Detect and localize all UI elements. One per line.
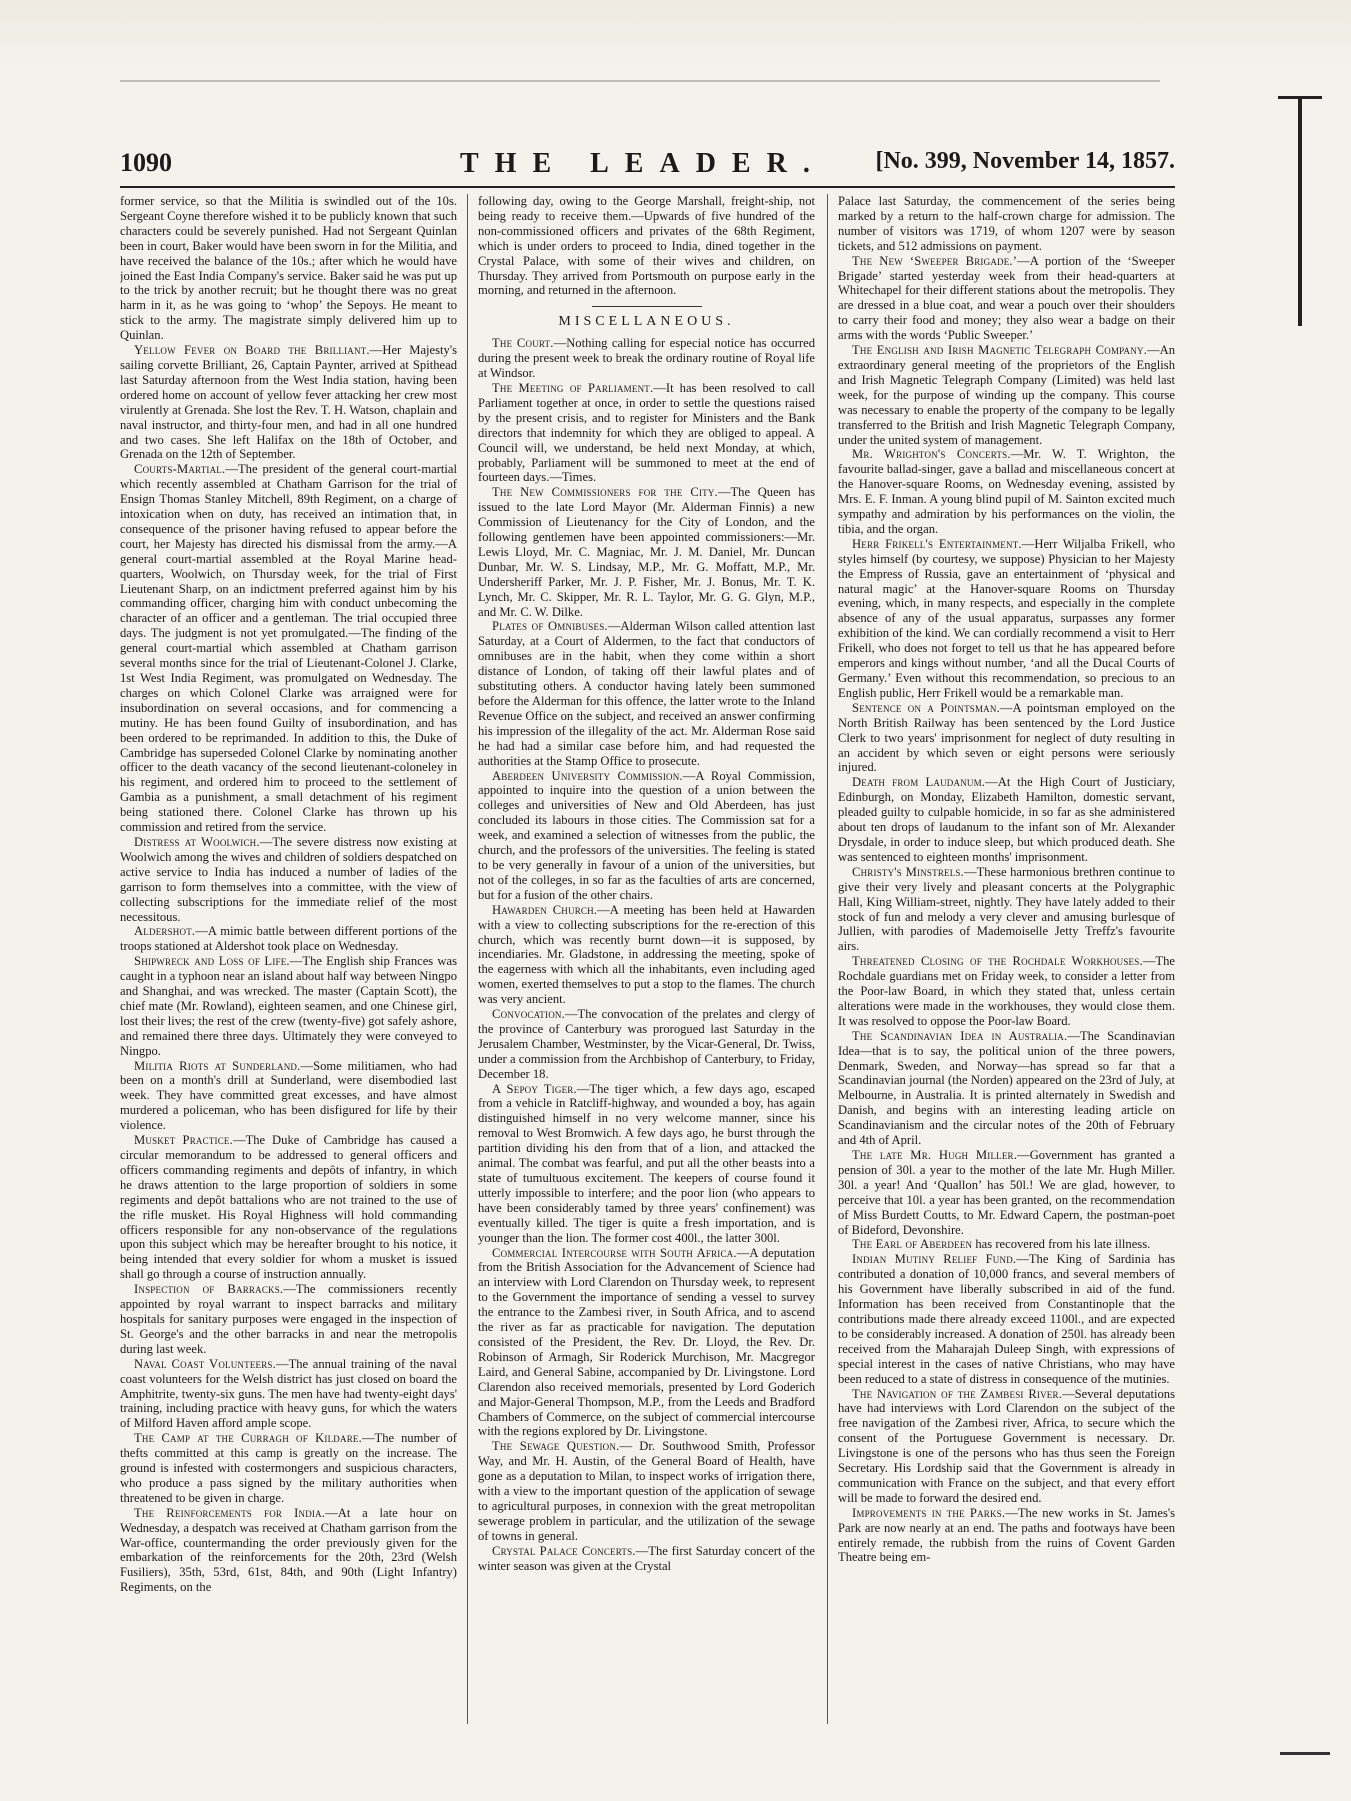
issue-line: [No. 399, November 14, 1857.: [875, 148, 1175, 174]
page-number: 1090: [120, 148, 172, 177]
article-text: —The King of Sardinia has contributed a donation of 10,000 francs, and several members of his Government have liberally subscribed in aid of the fund. Information has been received from Constantinople that the contributions made there already exceed 1100l., and are expected to be considerably increased. A donation of 250l. has already been received from the Maharajah Duleep Singh, with expressions of special interest in the cases of native Christians, who may have been reduced to a state of distress in consequence of the mutinies.: [838, 1252, 1175, 1386]
corner-mark: [1280, 1752, 1330, 1755]
article-heading: Yellow Fever on Board the Brilliant.: [134, 343, 370, 358]
article-paragraph: [838, 701, 1175, 776]
article-text: has recovered from his late illness.: [972, 1237, 1151, 1252]
article-text: —Several deputations have had interviews with Lord Clarendon on the subject of the free navigation of the Zambesi river, Africa, to secure which the consent of the Portuguese Government is necessary. Dr. Livingstone is one of the persons who has thus seen the Foreign Secretary. His Lordship said that the Government is already in communication with France on the subject, and that every effort will be made to forward the desired end.: [838, 1386, 1175, 1505]
article-paragraph: [838, 1237, 1175, 1252]
article-heading: Shipwreck and Loss of Life.: [134, 954, 290, 969]
article-heading: The Court.: [492, 336, 554, 351]
article-heading: The Navigation of the Zambesi River.: [852, 1386, 1063, 1401]
article-heading: Courts-Martial.: [134, 462, 226, 477]
column-3: [838, 194, 1175, 1724]
article-text: Palace last Saturday, the commencement of the series being marked by a return to the half-crown charge for admission. The number of visitors was 1719, of whom 1207 were by season tickets, and 512 admissions on payment.: [838, 194, 1175, 253]
article-paragraph: [838, 194, 1175, 254]
article-paragraph: [120, 194, 457, 343]
article-paragraph: [120, 1357, 457, 1432]
article-text: —At a late hour on Wednesday, a despatch was received at Chatham garrison from the War-office, countermanding the order previously given for the embarkation of the reinforcements for the 20th, 23rd (Welsh Fusiliers), 35th, 53rd, 61st, 84th, and 90th (Light Infantry) Regiments, on the: [120, 1505, 457, 1595]
article-heading: Christy's Minstrels.: [852, 864, 964, 879]
article-text: —The Rochdale guardians met on Friday week, to consider a letter from the Poor-law Board, in which they stated that, unless certain alterations were made in the workhouses, they would close them. It was resolved to oppose the Poor-law Board.: [838, 954, 1175, 1028]
article-paragraph: [478, 1007, 815, 1082]
article-paragraph: [120, 1282, 457, 1357]
article-paragraph: [120, 924, 457, 954]
article-text: —At the High Court of Justiciary, Edinburgh, on Monday, Elizabeth Hamilton, domestic servant, pleaded guilty to culpable homicide, in so far as she administered about ten drops of laudanum to the infant son of Mr. Alexander Drysdale, in order to induce sleep, but which produced death. She was sentenced to eighteen months' imprisonment.: [838, 775, 1175, 864]
masthead: THE LEADER.: [460, 148, 826, 179]
article-heading: Commercial Intercourse with South Africa.: [492, 1245, 737, 1260]
article-heading: Aberdeen University Commission.: [492, 768, 683, 783]
article-text: —It has been resolved to call Parliament together at once, in order to settle the questions raised by the present crisis, and to register for Ministers and the Bank directors that indemnity for which they are obliged to appeal. A Council will, we understand, be held next Monday, at which, probably, Parliament will be summoned to meet at the end of fourteen days.—Times.: [478, 380, 815, 485]
article-heading: The New Commissioners for the City.: [492, 485, 718, 500]
article-text: —Some militiamen, who had been on a month's drill at Sunderland, were disembodied last week. They have committed great excesses, and have almost murdered a policeman, who has been disfigured for life by their violence.: [120, 1058, 457, 1133]
article-text: —The annual training of the naval coast volunteers for the Welsh district has just closed on board the Amphitrite, twenty-six guns. The men have had twenty-eight days' training, including practice with heavy guns, for which the waters of Milford Haven afford ample scope.: [120, 1356, 457, 1431]
article-paragraph: [120, 1431, 457, 1506]
article-text: — Dr. Southwood Smith, Professor Way, and Mr. H. Austin, of the General Board of Health, have gone as a deputation to Milan, to inspect works of irrigation there, with a view to the important question of the application of sewage to agricultural purposes, in connexion with the great metropolitan sewerage problem in particular, and the utilization of the sewage of towns in general.: [478, 1439, 815, 1543]
article-paragraph: [838, 537, 1175, 701]
article-heading: Sentence on a Pointsman.: [852, 700, 1000, 715]
article-text: —The English ship Frances was caught in a typhoon near an island about half way between Ningpo and Shanghai, and was wrecked. The master (Captain Scott), the chief mate (Mr. Rowland), eighteen seamen, and one Chinese girl, lost their lives; the rest of the crew (twenty-five) got safely ashore, and remained there three days. Ultimately they were conveyed to Ningpo.: [120, 954, 457, 1058]
article-heading: Improvements in the Parks.: [852, 1505, 1006, 1520]
section-title: MISCELLANEOUS.: [558, 314, 735, 330]
article-text: —Nothing calling for especial notice has occurred during the present week to break the ordinary routine of Royal life at Windsor.: [478, 336, 815, 381]
article-paragraph: [478, 769, 815, 903]
article-paragraph: [120, 1506, 457, 1595]
scan-margin: [0, 0, 1351, 70]
article-heading: Crystal Palace Concerts.: [492, 1543, 636, 1558]
article-paragraph: [120, 462, 457, 835]
page-header: [120, 148, 1175, 182]
article-heading: Indian Mutiny Relief Fund.: [852, 1252, 1017, 1267]
article-paragraph: [120, 1059, 457, 1134]
article-heading: The Meeting of Parliament.: [492, 380, 654, 395]
article-heading: Naval Coast Volunteers.: [134, 1356, 276, 1371]
article-paragraph: [478, 903, 815, 1007]
article-heading: Aldershot.: [134, 924, 196, 939]
article-paragraph: [838, 1029, 1175, 1148]
header-rule: [120, 186, 1175, 188]
article-paragraph: [838, 1148, 1175, 1237]
article-heading: Plates of Omnibuses.: [492, 619, 608, 634]
article-paragraph: [838, 254, 1175, 343]
article-continuation: following day, owing to the George Marshall, freight-ship, not being ready to receive them.—Upwards of five hundred of the non-commissioned officers and privates of the 68th Regiment, which is under orders to proceed to India, dined together in the Crystal Palace, with some of their wives and children, on Thursday. They arrived from Portsmouth on purpose early in the morning, and returned in the afternoon.: [478, 194, 815, 298]
article-heading: Death from Laudanum.: [852, 775, 986, 790]
article-paragraph: [120, 343, 457, 462]
article-text: —The severe distress now existing at Woolwich among the wives and children of soldiers despatched on active service to India has induced a number of ladies of the garrison to form themselves into a committee, with the view of collecting subscriptions for the immediate relief of the most necessitous.: [120, 834, 457, 924]
article-text: —A pointsman employed on the North British Railway has been sentenced by the Lord Justice Clerk to two years' imprisonment for neglect of duty resulting in an accident by which seven or eight persons were seriously injured.: [838, 700, 1175, 775]
article-text: —Government has granted a pension of 30l. a year to the mother of the late Mr. Hugh Miller. 30l. a year! And ‘Quallon’ has 50l.! We are glad, however, to perceive that 10l. a year has been granted, on the recommendation of Miss Burdett Coutts, to Mr. Edward Capern, the postman-poet of Bideford, Devonshire.: [838, 1148, 1175, 1237]
article-heading: Distress at Woolwich.: [134, 834, 260, 849]
article-paragraph: [478, 336, 815, 381]
article-text: —These harmonious brethren continue to give their very lively and pleasant concerts at the Polygraphic Hall, King William-street, nightly. They have lately added to their stock of fun and melody a very clever and amusing burlesque of Jullien, with parodies of Mademoiselle Jetty Treffz's favourite airs.: [838, 864, 1175, 954]
article-heading: The Earl of Aberdeen: [852, 1237, 973, 1252]
article-text: —The president of the general court-martial which recently assembled at Chatham Garrison for the trial of Ensign Thomas Stanley Mitchell, 89th Regiment, on a charge of intoxication when on duty, has received an intimation that, in consequence of the prisoner having refused to appear before the court, her Majesty has directed his dismissal from the army.—A general court-martial assembled at the Royal Marine head-quarters, Woolwich, on Thursday week, for the trial of First Lieutenant Sharp, on an indictment preferred against him by his commanding officer, charging him with conduct unbecoming the character of an officer and a gentleman. The trial occupied three days. The judgment is not yet promulgated.—The finding of the general court-martial which assembled at Chatham garrison several months since for the trial of Lieutenant-Colonel J. Clarke, 1st West India Regiment, was promulgated on Wednesday. The charges on which Colonel Clarke was arraigned were for insubordination on several occasions, and for commencing a mutiny. He has been found Guilty of insubordination, and has been ordered to be reprimanded. In addition to this, the Duke of Cambridge has superseded Colonel Clarke by nominating another officer to the death vacancy of the second lieutenant-coloneley in his regiment, and ordered him to proceed to the settlement of Gambia as a punishment, a small detachment of his regiment being stationed there. Colonel Clarke has thrown up his commission and retired from the service.: [120, 462, 457, 835]
article-paragraph: [838, 1506, 1175, 1566]
article-paragraph: [838, 954, 1175, 1029]
article-text: —The tiger which, a few days ago, escaped from a vehicle in Ratcliff-highway, and wounded a boy, has again distinguished himself in no very welcome manner, since his removal to West Bromwich. A few days ago, he burst through the partition dividing his den from that of a lion, and attacked the animal. The combat was fearful, and put all the other beasts into a state of tumultuous excitement. The keepers of course found it utterly impossible to interfere; and the poor lion (who appears to have been considerably tamed by three years' confinement) was eventually killed. The tiger is quite a fresh importation, and is younger than the lion. The former cost 400l., the latter 300l.: [478, 1081, 815, 1245]
section-rule: [592, 306, 702, 307]
article-text: —Alderman Wilson called attention last Saturday, at a Court of Aldermen, to the fact that conductors of omnibuses are in the habit, when they come within a short distance of London, of taking off their lawful plates and of substituting others. A conductor having lately been summoned before the Alderman for this offence, the latter wrote to the Inland Revenue Office on the subject, and received an answer confirming his impression of the illegality of the act. Mr. Alderman Rose said he had had a similar case before him, and had requested the authorities at the Stamp Office to prosecute.: [478, 619, 815, 768]
article-paragraph: [838, 1387, 1175, 1506]
article-heading: The New ‘Sweeper Brigade.’: [852, 253, 1018, 268]
article-paragraph: [120, 954, 457, 1058]
article-heading: The Scandinavian Idea in Australia.: [852, 1028, 1068, 1043]
article-text: —The Duke of Cambridge has caused a circular memorandum to be addressed to general officers and officers commanding regiments and depôts of infantry, in which he draws attention to the large proportion of soldiers in some regiments and depôt battalions who are not trained to the use of the rifle musket. His Royal Highness will hold commanding officers responsible for any non-observance of the regulations upon this subject which may be hereafter brought to his notice, it being intended that every soldier for whom a musket is issued shall go through a course of instruction annually.: [120, 1133, 457, 1282]
article-paragraph: [478, 619, 815, 768]
binding-mark: [1298, 96, 1302, 326]
article-heading: The Sewage Question.: [492, 1439, 620, 1454]
article-heading: Musket Practice.: [134, 1133, 233, 1148]
scan-edge-rule: [120, 80, 1160, 82]
article-text: —A meeting has been held at Hawarden with a view to collecting subscriptions for the re-erection of this church, which was recently burnt down—it is supposed, by incendiaries. Mr. Gladstone, in addressing the meeting, spoke of the eagerness with which all the inhabitants, even including aged women, exerted themselves to put a stop to the flames. The church was very ancient.: [478, 902, 815, 1007]
article-heading: Mr. Wrighton's Concerts.: [852, 447, 1011, 462]
article-heading: Herr Frikell's Entertainment.: [852, 536, 1022, 551]
article-paragraph: [838, 775, 1175, 864]
article-text: —The first Saturday concert of the winter season was given at the Crystal: [478, 1543, 815, 1573]
article-heading: The Reinforcements for India.: [134, 1505, 326, 1520]
article-text: —Her Majesty's sailing corvette Brilliant, 26, Captain Paynter, arrived at Spithead last Saturday afternoon from the West India station, having been ordered home on account of yellow fever attacking her crew most virulently at Grenada. She lost the Rev. T. H. Watson, chaplain and naval instructor, and thirty-four men, and had in all one hundred and two cases. She left Halifax on the 18th of October, and Grenada on the 12th of September.: [120, 343, 457, 462]
article-paragraph: [838, 1252, 1175, 1386]
article-paragraph: [838, 865, 1175, 954]
article-text: —A Royal Commission, appointed to inquire into the question of a union between the colleges and universities of New and Old Aberdeen, has just concluded its labours in those cities. The Commission sat for a week, and examined a selection of witnesses from the public, the church, and the professors of the universities. The feeling is stated to be very generally in favour of a union of the universities, but not of the colleges, in so far as the faculties of arts are concerned, but for a fusion of the other chairs.: [478, 768, 815, 902]
article-text: —The Queen has issued to the late Lord Mayor (Mr. Alderman Finnis) a new Commission of Lieutenancy for the City of London, and the following gentlemen have been appointed commissioners:—Mr. Lewis Lloyd, Mr. C. Magniac, Mr. J. M. Daniel, Mr. Duncan Dunbar, Mr. W. S. Lindsay, M.P., Mr. G. Moffatt, M.P., Mr. Undersheriff Parker, Mr. J. P. Fisher, Mr. J. Bonus, Mr. T. K. Lynch, Mr. C. Skipper, Mr. R. L. Taylor, Mr. G. G. Glyn, M.P., and Mr. C. W. Dilke.: [478, 485, 815, 619]
article-heading: Hawarden Church.: [492, 902, 598, 917]
article-heading: Convocation.: [492, 1007, 565, 1022]
article-text: —The convocation of the prelates and clergy of the province of Canterbury was prorogued last Saturday in the Jerusalem Chamber, Westminster, by the Vicar-General, Dr. Twiss, under a commission from the Archbishop of Canterbury, to Friday, December 18.: [478, 1007, 815, 1081]
article-paragraph: [478, 1082, 815, 1246]
article-text: —The number of thefts committed at this camp is greatly on the increase. The ground is infested with costermongers and suspicious characters, who produce a pass signed by the military authorities when threatened to be given in charge.: [120, 1431, 457, 1505]
article-text: —The commissioners recently appointed by royal warrant to inspect barracks and military hospitals for sanitary purposes were engaged in the inspection of St. George's and the other barracks in and near the metropolis during last week.: [120, 1282, 457, 1356]
article-paragraph: [478, 1246, 815, 1440]
article-text: —An extraordinary general meeting of the proprietors of the English and Irish Magnetic Telegraph Company (Limited) was held last week, for the purpose of winding up the company. This course was necessary to enable the property of the company to be legally transferred to the British and Irish Magnetic Telegraph Company, under the united system of management.: [838, 343, 1175, 447]
article-paragraph: [478, 485, 815, 619]
article-heading: The English and Irish Magnetic Telegraph Company.: [852, 343, 1147, 358]
article-paragraph: [120, 835, 457, 924]
article-paragraph: [478, 1544, 815, 1574]
article-heading: A Sepoy Tiger.: [492, 1081, 577, 1096]
column-1: [120, 194, 457, 1724]
article-text: former service, so that the Militia is swindled out of the 10s. Sergeant Coyne therefore wished it to be publicly known that such characters could be severely punished. Had not Sergeant Quinlan been in court, Baker would have been sworn in for the Militia, and have received the balance of the 10s.; after which he would have joined the East India Company's service. Baker said he was put up to the trick by another recruit; but he thought there was no great harm in it, as he was going to ‘whop’ the Sepoys. He meant to stick to the army. The magistrate simply delivered him up to Quinlan.: [120, 194, 457, 343]
article-heading: Threatened Closing of the Rochdale Workhouses.: [852, 954, 1143, 969]
article-text: —The new works in St. James's Park are now nearly at an end. The paths and footways have been entirely remade, the rubbish from the ruins of Covent Garden Theatre being em-: [838, 1505, 1175, 1565]
article-paragraph: [478, 381, 815, 485]
article-paragraph: [838, 343, 1175, 447]
article-heading: The Camp at the Curragh of Kildare.: [134, 1431, 362, 1446]
article-heading: The late Mr. Hugh Miller.: [852, 1148, 1018, 1162]
column-separator: [467, 194, 468, 1724]
article-heading: Militia Riots at Sunderland.: [134, 1058, 301, 1073]
article-heading: Inspection of Barracks.: [134, 1282, 284, 1297]
article-text: —A portion of the ‘Sweeper Brigade’ started yesterday week from their head-quarters at Whitechapel for their different stations about the metropolis. They are dressed in a blue coat, and wear a pouch over their shoulders to carry their food and money; they also wear a badge on their arms with the words ‘Public Sweeper.’: [838, 253, 1175, 343]
column-separator: [827, 194, 828, 1724]
article-text: —A mimic battle between different portions of the troops stationed at Aldershot took place on Wednesday.: [120, 924, 457, 954]
article-paragraph: [838, 447, 1175, 536]
article-text: —A deputation from the British Association for the Advancement of Science had an interview with Lord Clarendon on Thursday week, to represent to the Government the importance of sending a vessel to survey the entrance to the Zambesi river, in South Africa, and to ascend the river as far as practicable for navigation. The deputation consisted of the President, the Rev. Dr. Lloyd, the Rev. Dr. Robinson of Armagh, Sir Roderick Murchison, Mr. Macgregor Laird, and General Sabine, accompanied by Dr. Livingstone. Lord Clarendon also received memorials, presented by Lord Goderich and Major-General Thompson, M.P., from the Leeds and Bradford Chambers of Commerce, on the subject of commercial intercourse with the regions explored by Dr. Livingstone.: [478, 1245, 815, 1439]
article-text: —The Scandinavian Idea—that is to say, the political union of the three powers, Denmark, Sweden, and Norway—has spread so far that a Scandinavian journal (the Norden) appeared on the 23rd of July, at Melbourne, in Australia. It is printed alternately in Swedish and Danish, and begins with an interesting leading article on Scandinavianism and the circular notes of the 20th of February and 4th of April.: [838, 1028, 1175, 1148]
column-2: [478, 194, 815, 1724]
article-paragraph: [120, 1133, 457, 1282]
article-paragraph: [478, 1439, 815, 1543]
article-text: —Mr. W. T. Wrighton, the favourite ballad-singer, gave a ballad and miscellaneous concert at the Hanover-square Rooms, on Wednesday evening, assisted by Mrs. E. F. Inman. A young blind pupil of M. Sainton excited much sympathy and admiration by his performances on the violin, the tibia, and the organ.: [838, 447, 1175, 536]
article-text: —Herr Wiljalba Frikell, who styles himself (by courtesy, we suppose) Physician to her Majesty the Empress of Russia, gave an entertainment of ‘physical and natural magic’ at the Hanover-square Rooms on Thursday evening, which, in many respects, and especially in the complete absence of any of the usual apparatus, surpasses any former exhibition of the kind. We can cordially recommend a visit to Herr Frikell, who does not forget to tell us that he has appeared before emperors and kings without number, ‘and all the Ducal Courts of Germany.’ Even without this recommendation, so precious to an English public, Herr Frikell would be a remarkable man.: [838, 536, 1175, 700]
